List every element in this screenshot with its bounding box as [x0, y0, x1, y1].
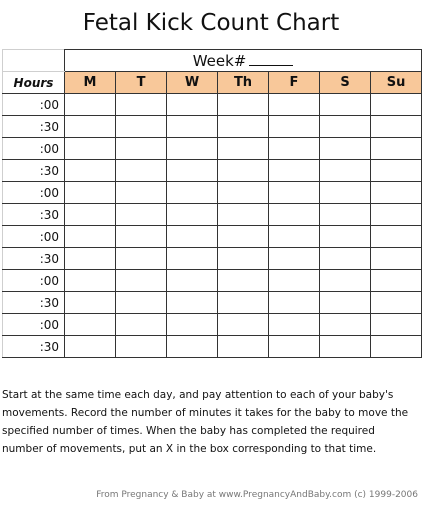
kick-count-cell[interactable]	[269, 138, 320, 160]
hours-header: Hours	[3, 72, 65, 94]
kick-count-cell[interactable]	[320, 204, 371, 226]
kick-count-cell[interactable]	[167, 94, 218, 116]
time-row	[3, 94, 422, 116]
kick-count-cell[interactable]	[218, 160, 269, 182]
kick-count-cell[interactable]	[65, 160, 116, 182]
kick-count-cell[interactable]	[167, 336, 218, 358]
kick-count-cell[interactable]	[371, 336, 422, 358]
time-label: :30	[3, 292, 65, 314]
time-label: :30	[3, 116, 65, 138]
time-row	[3, 314, 422, 336]
kick-count-cell[interactable]	[65, 292, 116, 314]
day-header: S	[320, 72, 371, 94]
kick-count-cell[interactable]	[65, 336, 116, 358]
time-row	[3, 270, 422, 292]
time-row	[3, 116, 422, 138]
time-row	[3, 160, 422, 182]
time-row	[3, 182, 422, 204]
kick-count-cell[interactable]	[320, 94, 371, 116]
kick-count-cell[interactable]	[116, 116, 167, 138]
time-label: :00	[3, 138, 65, 160]
kick-count-cell[interactable]	[269, 270, 320, 292]
kick-count-cell[interactable]	[218, 292, 269, 314]
time-row	[3, 204, 422, 226]
kick-count-cell[interactable]	[167, 314, 218, 336]
kick-count-cell[interactable]	[65, 248, 116, 270]
kick-count-cell[interactable]	[371, 314, 422, 336]
kick-count-cell[interactable]	[116, 182, 167, 204]
kick-count-cell[interactable]	[167, 160, 218, 182]
time-row	[3, 336, 422, 358]
day-header-row	[3, 72, 422, 94]
kick-count-cell[interactable]	[320, 182, 371, 204]
kick-count-cell[interactable]	[116, 292, 167, 314]
kick-count-cell[interactable]	[167, 204, 218, 226]
kick-count-cell[interactable]	[65, 226, 116, 248]
time-label: :00	[3, 94, 65, 116]
kick-count-cell[interactable]	[65, 314, 116, 336]
kick-count-cell[interactable]	[116, 160, 167, 182]
kick-count-cell[interactable]	[371, 248, 422, 270]
kick-count-cell[interactable]	[371, 160, 422, 182]
time-label: :00	[3, 226, 65, 248]
kick-count-cell[interactable]	[65, 94, 116, 116]
footer-credit: From Pregnancy & Baby at www.PregnancyAndBaby.com (c) 1999-2006	[96, 490, 418, 500]
kick-count-cell[interactable]	[167, 226, 218, 248]
kick-count-cell[interactable]	[65, 182, 116, 204]
kick-count-cell[interactable]	[116, 138, 167, 160]
kick-count-cell[interactable]	[320, 160, 371, 182]
kick-count-cell[interactable]	[269, 204, 320, 226]
kick-count-cell[interactable]	[269, 248, 320, 270]
kick-count-cell[interactable]	[218, 336, 269, 358]
kick-count-cell[interactable]	[116, 314, 167, 336]
kick-count-cell[interactable]	[218, 270, 269, 292]
time-row	[3, 226, 422, 248]
kick-count-cell[interactable]	[269, 160, 320, 182]
kick-count-cell[interactable]	[269, 226, 320, 248]
time-row	[3, 138, 422, 160]
day-header: Th	[218, 72, 269, 94]
kick-count-cell[interactable]	[269, 116, 320, 138]
time-label: :30	[3, 248, 65, 270]
time-label: :30	[3, 160, 65, 182]
kick-count-cell[interactable]	[167, 182, 218, 204]
kick-count-cell[interactable]	[320, 226, 371, 248]
kick-count-cell[interactable]	[218, 94, 269, 116]
time-label: :30	[3, 204, 65, 226]
kick-count-cell[interactable]	[218, 116, 269, 138]
kick-count-cell[interactable]	[167, 270, 218, 292]
kick-count-cell[interactable]	[320, 116, 371, 138]
corner-cell	[3, 50, 65, 72]
kick-count-cell[interactable]	[167, 248, 218, 270]
kick-count-cell[interactable]	[320, 314, 371, 336]
kick-count-cell[interactable]	[116, 94, 167, 116]
day-header: W	[167, 72, 218, 94]
day-header: M	[65, 72, 116, 94]
kick-count-cell[interactable]	[320, 248, 371, 270]
page-title: Fetal Kick Count Chart	[82, 10, 340, 36]
kick-count-cell[interactable]	[167, 138, 218, 160]
week-blank-line	[249, 53, 293, 66]
kick-count-cell[interactable]	[371, 94, 422, 116]
week-label: Week#	[192, 51, 247, 70]
kick-count-cell[interactable]	[269, 182, 320, 204]
kick-count-cell[interactable]	[218, 182, 269, 204]
kick-count-cell[interactable]	[371, 116, 422, 138]
kick-count-cell[interactable]	[116, 226, 167, 248]
time-label: :30	[3, 336, 65, 358]
kick-count-cell[interactable]	[269, 94, 320, 116]
time-label: :00	[3, 314, 65, 336]
time-label: :00	[3, 182, 65, 204]
kick-count-cell[interactable]	[218, 138, 269, 160]
kick-count-cell[interactable]	[116, 270, 167, 292]
kick-count-cell[interactable]	[116, 248, 167, 270]
time-label: :00	[3, 270, 65, 292]
kick-count-cell[interactable]	[320, 270, 371, 292]
kick-count-cell[interactable]	[371, 204, 422, 226]
kick-count-cell[interactable]	[167, 116, 218, 138]
kick-count-cell[interactable]	[320, 336, 371, 358]
kick-count-cell[interactable]	[371, 138, 422, 160]
kick-count-cell[interactable]	[320, 138, 371, 160]
kick-count-cell[interactable]	[371, 292, 422, 314]
kick-count-cell[interactable]	[116, 336, 167, 358]
kick-count-cell[interactable]	[320, 292, 371, 314]
day-header: Su	[371, 72, 422, 94]
week-field[interactable]	[65, 50, 422, 72]
kick-count-cell[interactable]	[218, 248, 269, 270]
kick-count-cell[interactable]	[65, 116, 116, 138]
kick-count-cell[interactable]	[116, 204, 167, 226]
kick-count-cell[interactable]	[371, 182, 422, 204]
kick-count-table	[2, 49, 422, 358]
kick-count-cell[interactable]	[65, 270, 116, 292]
kick-count-cell[interactable]	[269, 314, 320, 336]
kick-count-cell[interactable]	[218, 314, 269, 336]
kick-count-cell[interactable]	[269, 292, 320, 314]
kick-count-cell[interactable]	[65, 204, 116, 226]
time-row	[3, 248, 422, 270]
day-header: F	[269, 72, 320, 94]
kick-count-cell[interactable]	[371, 270, 422, 292]
kick-count-cell[interactable]	[371, 226, 422, 248]
kick-count-cell[interactable]	[65, 138, 116, 160]
kick-count-cell[interactable]	[218, 204, 269, 226]
kick-count-cell[interactable]	[269, 336, 320, 358]
day-header: T	[116, 72, 167, 94]
kick-count-cell[interactable]	[218, 226, 269, 248]
time-row	[3, 292, 422, 314]
instructions-text: Start at the same time each day, and pay attention to each of your baby's movements. Record the number of minutes it takes for the baby to move the specified number of times. When the baby has completed the required number of movements, put an X in the box corresponding to that time.	[2, 389, 409, 455]
week-row	[3, 50, 422, 72]
kick-count-cell[interactable]	[167, 292, 218, 314]
